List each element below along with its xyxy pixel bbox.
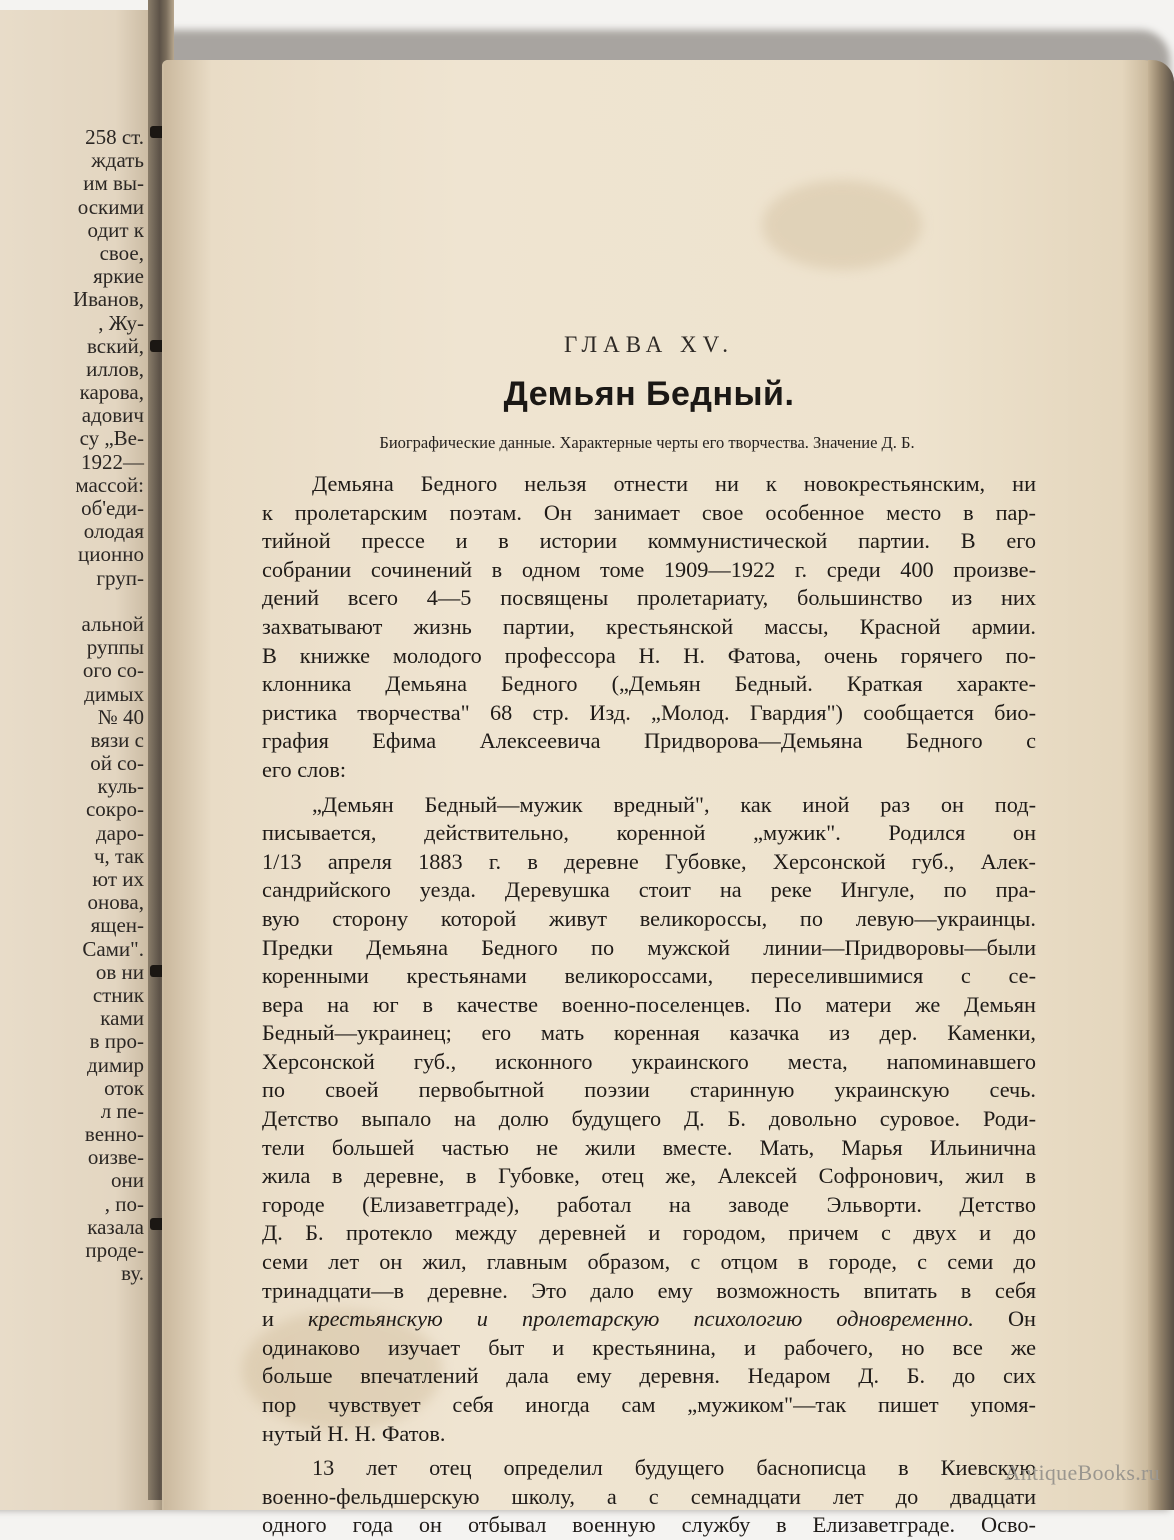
- text-line: городе (Елизаветграде), работал на заводе Эльворти. Детство: [262, 1191, 1036, 1217]
- left-page-line: груп-: [96, 565, 144, 590]
- italic-line: и крестьянскую и пролетарскую психологию одновременно. Он: [262, 1306, 1036, 1332]
- left-page-line: яркие: [93, 264, 144, 289]
- text-line: сандрийского уезда. Деревушка стоит на реке Ингуле, по пра-: [262, 877, 1036, 903]
- text-line: Детство выпало на долю будущего Д. Б. довольно суровое. Роди-: [262, 1106, 1036, 1132]
- paragraph-1: [262, 470, 1036, 785]
- left-page-line: , по-: [104, 1191, 144, 1216]
- left-page-line: они: [111, 1168, 144, 1193]
- text-line: графия Ефима Алексеевича Придворова—Демьяна Бедного с: [262, 728, 1036, 754]
- left-page-line: онова,: [87, 890, 144, 915]
- text-line: Бедный—украинец; его мать коренная казачка из дер. Каменки,: [262, 1020, 1036, 1046]
- text-line: военно-фельдшерскую школу, а с семнадцати лет до двадцати: [262, 1483, 1036, 1509]
- paragraph-2-tail: [262, 1334, 1036, 1448]
- left-page-line: ют их: [92, 867, 144, 891]
- left-page-line: ой со-: [90, 751, 144, 776]
- left-page-line: вязи с: [90, 727, 144, 752]
- text-line: тийной прессе и в истории коммунистической партии. В его: [262, 528, 1036, 554]
- left-page-line: стник: [92, 982, 144, 1007]
- left-page-line: куль-: [97, 774, 144, 799]
- text-line: ристика творчества" 68 стр. Изд. „Молод. Гвардия") сообщается био-: [262, 699, 1036, 725]
- left-page-line: ящен-: [90, 913, 144, 938]
- left-page-line: су „Ве-: [79, 426, 144, 451]
- left-page-line: димир: [87, 1052, 144, 1077]
- text-line: В книжке молодого профессора Н. Н. Фатова, очень горячего по-: [262, 642, 1036, 668]
- text-line: Демьяна Бедного нельзя отнести ни к новокрестьянским, ни: [312, 471, 1036, 496]
- left-page-line: ками: [100, 1006, 144, 1031]
- left-page-line: л пе-: [100, 1098, 144, 1123]
- text-line: вую сторону которой живут великороссы, по левую—украинцы.: [262, 905, 1036, 931]
- left-page: [0, 10, 165, 1510]
- text-line: семи лет он жил, главным образом, с отцом в городе, с семи до: [262, 1249, 1036, 1275]
- left-page-line: им вы-: [83, 171, 144, 196]
- text-line: тели большей частью не жили вместе. Мать, Марья Ильинична: [262, 1134, 1036, 1160]
- left-page-line: , Жу-: [98, 310, 144, 335]
- left-page-line: ждать: [91, 148, 144, 173]
- paragraph-2: [262, 791, 1036, 1306]
- left-page-line: иллов,: [86, 356, 144, 381]
- text-line: одного года он отбывал военную службу в Елизаветграде. Осво-: [262, 1512, 1036, 1538]
- left-page-line: Иванов,: [72, 287, 144, 312]
- left-page-line: Сами".: [82, 936, 144, 961]
- text-line: захватывают жизнь партии, крестьянской массы, Красной армии.: [262, 613, 1036, 639]
- chapter-text: [262, 330, 1036, 1540]
- left-page-line: массой:: [75, 472, 144, 497]
- text-line: Д. Б. протекло между деревней и городом, причем с двух и до: [262, 1220, 1036, 1246]
- left-page-line: ого со-: [82, 658, 144, 683]
- text-line: Херсонской губ., исконного украинского места, напоминавшего: [262, 1048, 1036, 1074]
- watermark: AntiqueBooks.ru: [1004, 1460, 1160, 1485]
- text-line: Предки Демьяна Бедного по мужской линии—Придворовы—были: [262, 934, 1036, 960]
- text-line: больше впечатлений дала ему деревня. Недаром Д. Б. до сих: [262, 1363, 1036, 1389]
- left-page-line: оизве-: [87, 1145, 144, 1170]
- left-page-line: казала: [87, 1214, 144, 1239]
- left-page-line: ву.: [121, 1261, 144, 1286]
- paragraph-3: [262, 1454, 1036, 1540]
- text-line: нутый Н. Н. Фатов.: [262, 1420, 446, 1446]
- left-page-line: карова,: [79, 380, 144, 405]
- text-line: собрании сочинений в одном томе 1909—1922 г. среди 400 произве-: [262, 556, 1036, 582]
- text-line: жила в деревне, в Губовке, отец же, Алексей Софронович, жил в: [262, 1163, 1036, 1189]
- left-page-line: 1922—: [81, 449, 144, 474]
- left-page-line: ч, так: [93, 843, 144, 868]
- text-line: 1/13 апреля 1883 г. в деревне Губовке, Херсонской губ., Алек-: [262, 848, 1036, 874]
- left-page-line: об'еди-: [81, 496, 144, 520]
- text-line: писывается, действительно, коренной „мужик". Родился он: [262, 820, 1036, 846]
- left-page-line: одит к: [87, 217, 144, 242]
- left-page-line: оскими: [77, 194, 144, 219]
- text-line: „Демьян Бедный—мужик вредный", как иной раз он под-: [312, 791, 1036, 817]
- left-page-line: даро-: [96, 820, 144, 845]
- left-page-line: вский,: [86, 333, 144, 358]
- left-page-line: свое,: [99, 240, 144, 265]
- text-line: коренными крестьянами великороссами, переселившимися с се-: [262, 963, 1036, 989]
- left-page-line: в про-: [89, 1029, 144, 1054]
- left-page-line: димых: [84, 681, 144, 706]
- paper-stain: [762, 180, 922, 270]
- left-page-line: адович: [81, 403, 144, 428]
- text-line: его слов:: [262, 756, 347, 782]
- left-page-line: сокро-: [85, 797, 144, 822]
- text-line: дений всего 4—5 посвящены пролетариату, большинство из них: [262, 585, 1036, 611]
- text-line: пор чувствует себя иногда сам „мужиком"—так пишет упомя-: [262, 1392, 1036, 1417]
- left-page-line: венно-: [84, 1122, 144, 1147]
- text-line: 13 лет отец определил будущего баснописца в Киевскую: [312, 1455, 1036, 1481]
- text-line: по своей первобытной поэзии старинную украинскую сечь.: [262, 1077, 1036, 1103]
- left-page-line: альной: [81, 611, 144, 636]
- left-page-line: № 40: [97, 704, 144, 729]
- left-page-line: ционно: [78, 542, 144, 567]
- text-line: одинаково изучает быт и крестьянина, и рабочего, но все же: [262, 1334, 1036, 1360]
- left-page-line: олодая: [83, 519, 144, 544]
- chapter-title: Демьян Бедный.: [503, 375, 795, 413]
- left-page-line: оток: [104, 1075, 144, 1100]
- left-page-line: руппы: [86, 635, 144, 660]
- chapter-heading: ГЛАВА XV.: [563, 332, 735, 357]
- text-line: вера на юг в качестве военно-поселенцев. По матери же Демьян: [262, 991, 1036, 1017]
- left-page-line: 258 ст.: [85, 125, 144, 149]
- text-line: тринадцати—в деревне. Это дало ему возможность впитать в себя: [262, 1277, 1036, 1303]
- left-page-line: [0, 590, 144, 613]
- left-page-line: проде-: [85, 1238, 144, 1262]
- chapter-subtitle: Биографические данные. Характерные черты его творчества. Значение Д. Б.: [379, 433, 915, 452]
- left-page-text: [0, 126, 144, 1285]
- page-edge: [1148, 60, 1174, 1510]
- left-page-line: ов ни: [95, 959, 144, 984]
- text-line: клонника Демьяна Бедного („Демьян Бедный. Краткая характе-: [262, 671, 1036, 697]
- text-line: к пролетарским поэтам. Он занимает свое особенное место в пар-: [262, 499, 1036, 525]
